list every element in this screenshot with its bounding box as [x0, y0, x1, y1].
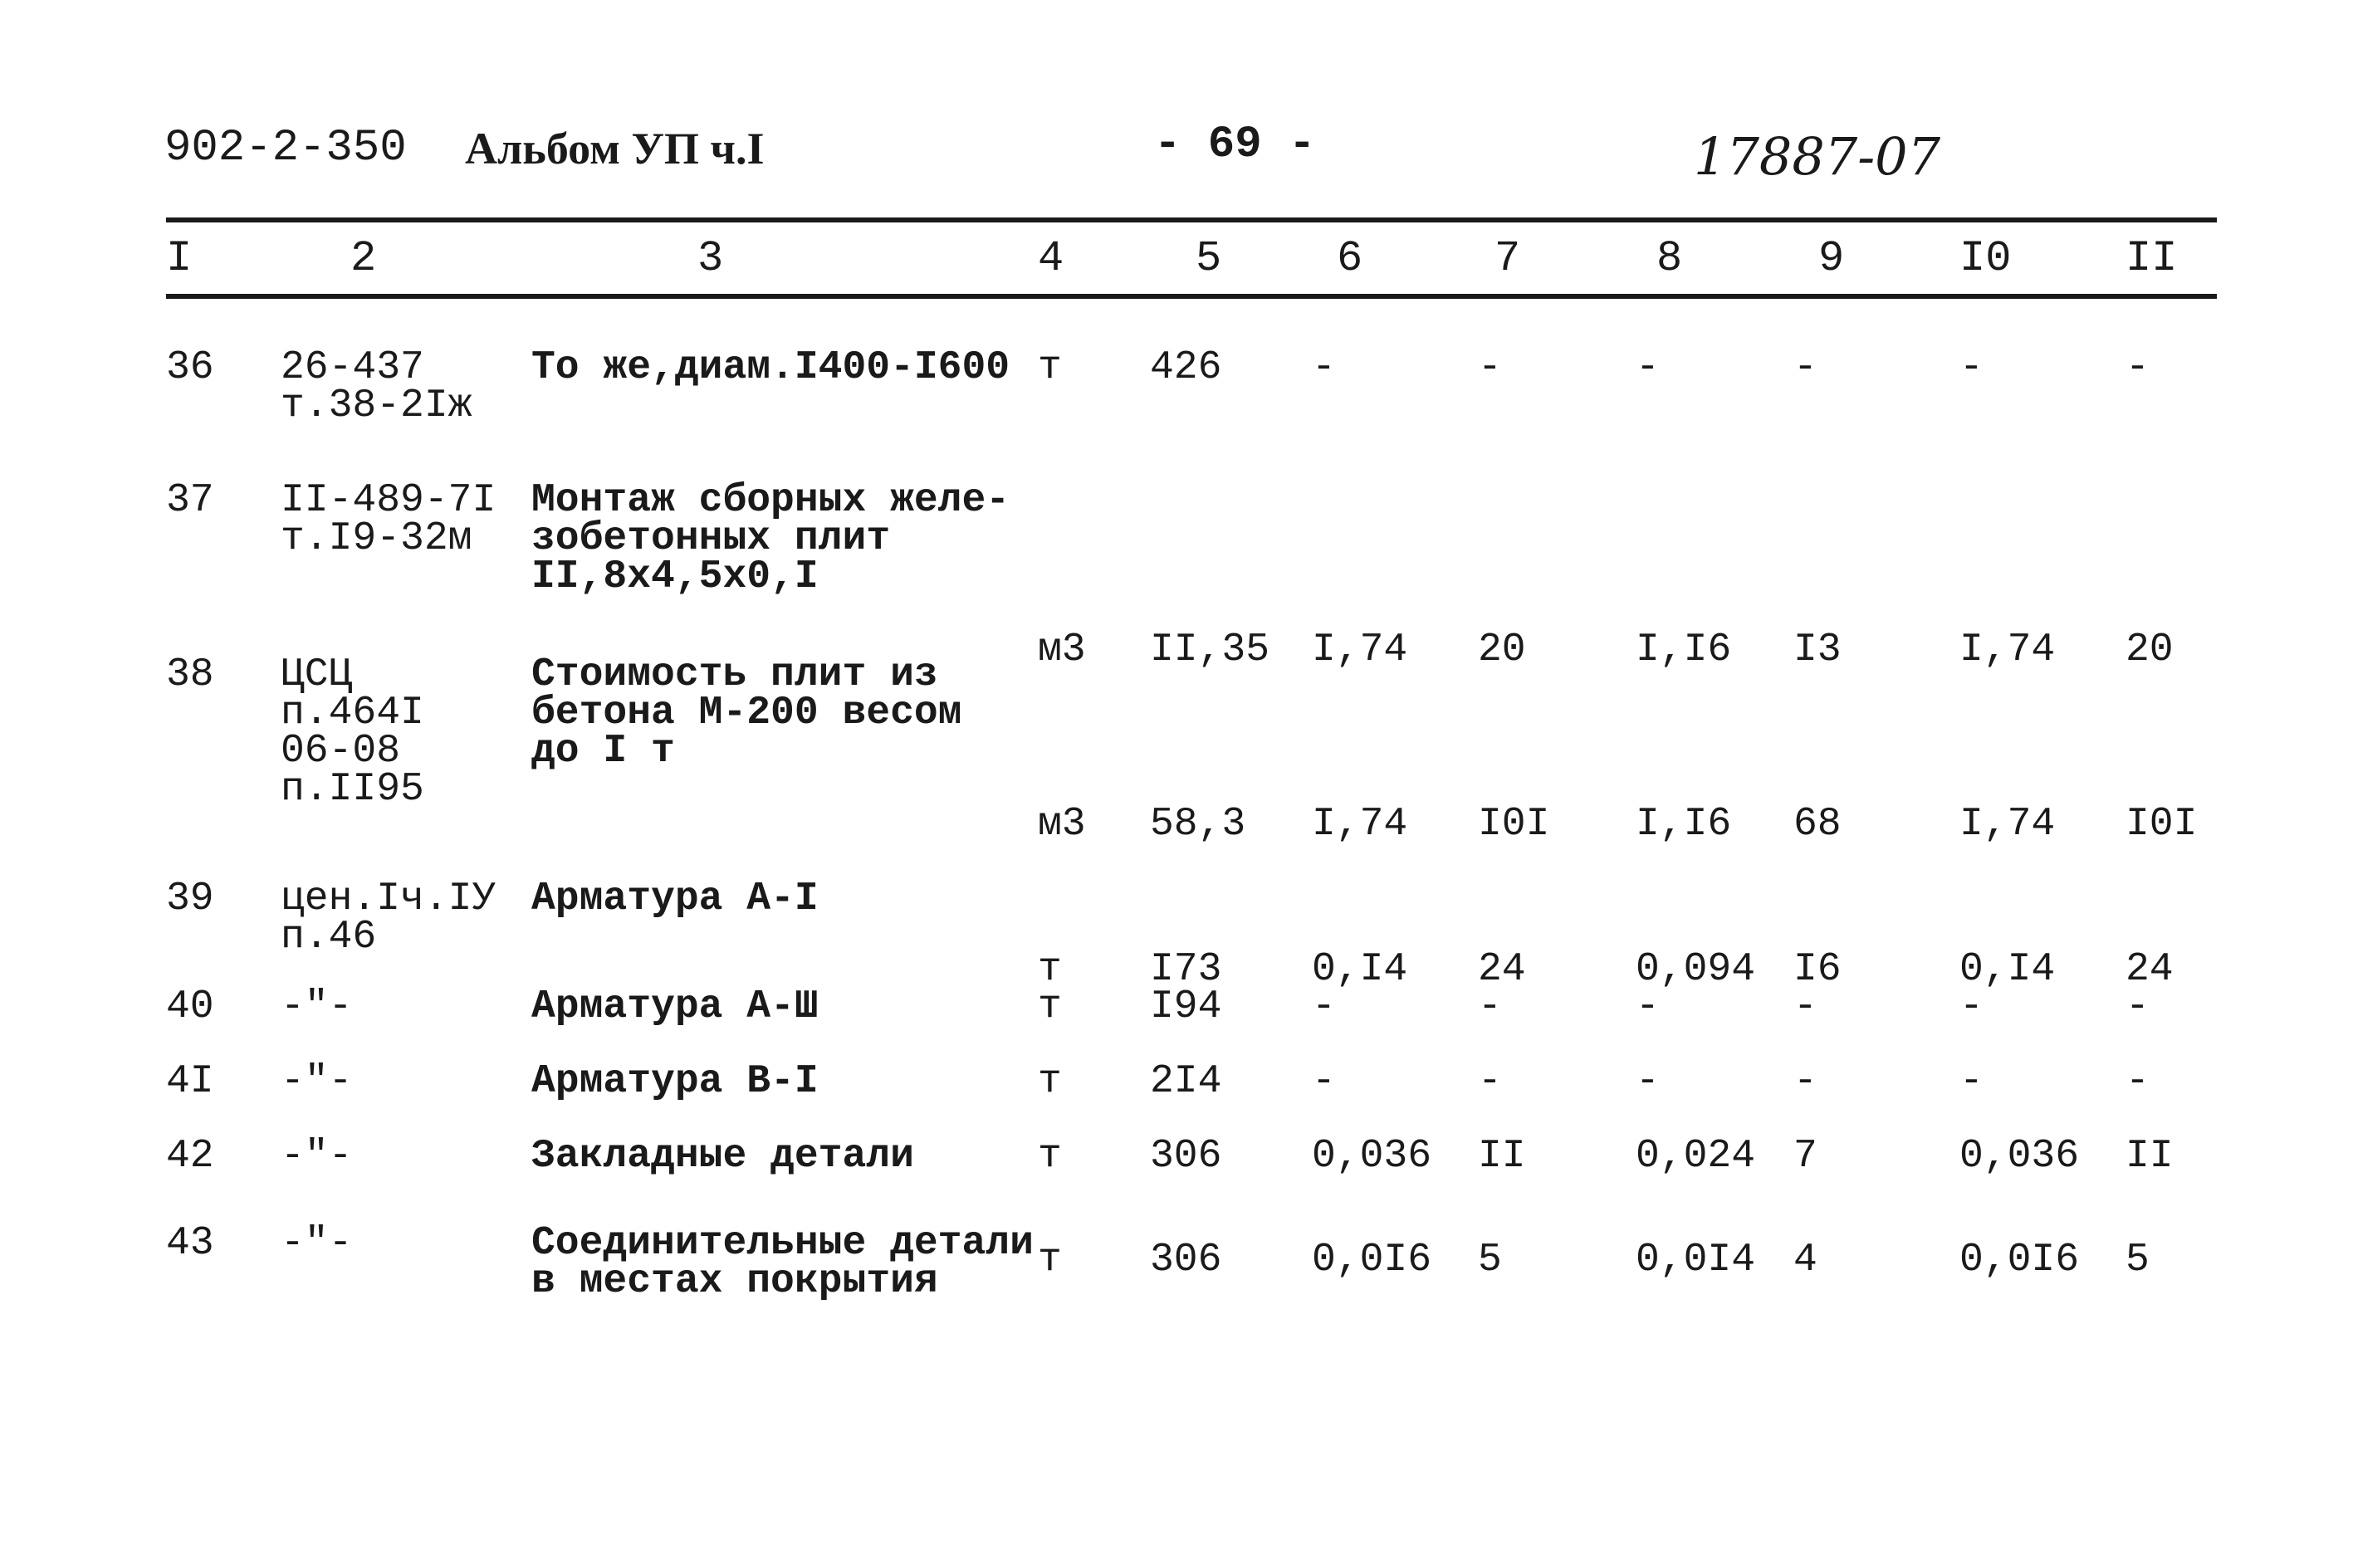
table-cell: II: [1478, 1134, 1526, 1179]
table-cell: Соединительные детали в местах покрытия: [531, 1221, 1034, 1304]
table-cell: -: [1312, 345, 1336, 390]
table-cell: -"-: [281, 1059, 353, 1104]
table-cell: -: [1793, 345, 1817, 390]
table-cell: 0,I4: [1959, 947, 2056, 992]
table-cell: -: [1959, 345, 1984, 390]
table-cell: 0,0I4: [1636, 1238, 1756, 1282]
table-cell: I,74: [1959, 628, 2056, 672]
table-cell: -: [1636, 345, 1660, 390]
table-cell: I,I6: [1636, 628, 1732, 672]
table-cell: I,74: [1312, 628, 1408, 672]
table-cell: I3: [1793, 628, 1842, 672]
table-cell: 5: [1478, 1238, 1502, 1282]
table-cell: 43: [166, 1221, 214, 1266]
table-cell: 0,024: [1636, 1134, 1756, 1179]
table-cell: цен.Iч.IУ п.46: [281, 877, 497, 960]
page-number: - 69 -: [1154, 120, 1316, 170]
table-cell: 58,3: [1150, 802, 1246, 847]
table-cell: -: [1312, 984, 1336, 1029]
column-header: 8: [1656, 234, 1683, 283]
table-cell: Стоимость плит из бетона М-200 весом до I т: [531, 652, 962, 774]
album-label: Альбом УП ч.I: [465, 124, 765, 173]
table-cell: 39: [166, 877, 214, 921]
table-cell: 0,036: [1312, 1134, 1432, 1179]
table-cell: -: [2126, 984, 2150, 1029]
table-cell: 38: [166, 652, 214, 697]
table-cell: 0,0I6: [1959, 1238, 2080, 1282]
table-cell: Арматура А-I: [531, 877, 819, 921]
table-cell: -: [1959, 984, 1984, 1029]
table-cell: т: [1038, 1059, 1062, 1104]
table-cell: I94: [1150, 984, 1222, 1029]
column-header: I: [166, 234, 193, 283]
table-cell: -: [1478, 984, 1502, 1029]
table-header-rule: [166, 294, 2217, 299]
table-cell: II,35: [1150, 628, 1270, 672]
table-cell: I,74: [1959, 802, 2056, 847]
table-cell: -: [2126, 1059, 2150, 1104]
table-cell: т: [1038, 1238, 1062, 1282]
column-header: 6: [1337, 234, 1363, 283]
table-cell: -: [1793, 1059, 1817, 1104]
table-cell: 20: [2126, 628, 2174, 672]
table-cell: -"-: [281, 1221, 353, 1266]
table-cell: -: [2126, 345, 2150, 390]
table-cell: 42: [166, 1134, 214, 1179]
table-cell: т: [1038, 345, 1062, 390]
table-cell: 306: [1150, 1134, 1222, 1179]
table-cell: Закладные детали: [531, 1134, 914, 1179]
table-cell: 37: [166, 478, 214, 523]
table-cell: I,74: [1312, 802, 1408, 847]
table-cell: м3: [1038, 802, 1086, 847]
table-cell: -: [1478, 1059, 1502, 1104]
table-cell: 24: [2126, 947, 2174, 992]
document-code: 902-2-350: [164, 123, 407, 173]
table-cell: 0,0I6: [1312, 1238, 1432, 1282]
table-cell: т: [1038, 984, 1062, 1029]
column-header: 4: [1038, 234, 1064, 283]
table-cell: II: [2126, 1134, 2174, 1179]
table-cell: 24: [1478, 947, 1526, 992]
table-cell: 0,094: [1636, 947, 1756, 992]
table-cell: 306: [1150, 1238, 1222, 1282]
table-cell: т: [1038, 1134, 1062, 1179]
table-cell: -: [1793, 984, 1817, 1029]
table-cell: 20: [1478, 628, 1526, 672]
table-cell: II-489-7I т.I9-32м: [281, 478, 497, 561]
table-cell: Арматура В-I: [531, 1059, 819, 1104]
table-cell: -"-: [281, 1134, 353, 1179]
table-cell: 7: [1793, 1134, 1817, 1179]
table-cell: 68: [1793, 802, 1842, 847]
table-cell: -: [1312, 1059, 1336, 1104]
column-header: 2: [350, 234, 377, 283]
table-cell: 4I: [166, 1059, 214, 1104]
table-cell: I,I6: [1636, 802, 1732, 847]
table-cell: т: [1038, 947, 1062, 992]
column-header: II: [2126, 234, 2178, 283]
table-cell: -: [1636, 1059, 1660, 1104]
column-header: I0: [1959, 234, 2012, 283]
table-cell: 36: [166, 345, 214, 390]
table-cell: 40: [166, 984, 214, 1029]
table-cell: 426: [1150, 345, 1222, 390]
handwritten-number: 17887-07: [1694, 126, 1941, 187]
table-cell: 0,I4: [1312, 947, 1408, 992]
table-cell: Монтаж сборных желе- зобетонных плит II,8x4,5x0,I: [531, 478, 1010, 599]
table-cell: I0I: [1478, 802, 1550, 847]
table-cell: 2I4: [1150, 1059, 1222, 1104]
table-cell: То же,диам.I400-I600: [531, 345, 1010, 390]
table-cell: I6: [1793, 947, 1842, 992]
table-cell: -: [1636, 984, 1660, 1029]
column-header: 5: [1196, 234, 1222, 283]
table-cell: I0I: [2126, 802, 2198, 847]
table-cell: I73: [1150, 947, 1222, 992]
table-top-rule: [166, 217, 2217, 222]
table-cell: 0,036: [1959, 1134, 2080, 1179]
column-header: 7: [1494, 234, 1521, 283]
column-header: 3: [697, 234, 724, 283]
table-cell: -: [1959, 1059, 1984, 1104]
table-cell: 4: [1793, 1238, 1817, 1282]
table-cell: 26-437 т.38-2Iж: [281, 345, 472, 428]
table-cell: м3: [1038, 628, 1086, 672]
table-cell: ЦСЦ п.464I 06-08 п.II95: [281, 652, 424, 812]
table-cell: 5: [2126, 1238, 2150, 1282]
table-cell: -"-: [281, 984, 353, 1029]
page-header: [0, 116, 2353, 187]
table-cell: Арматура А-Ш: [531, 984, 819, 1029]
column-header: 9: [1818, 234, 1845, 283]
table-cell: -: [1478, 345, 1502, 390]
